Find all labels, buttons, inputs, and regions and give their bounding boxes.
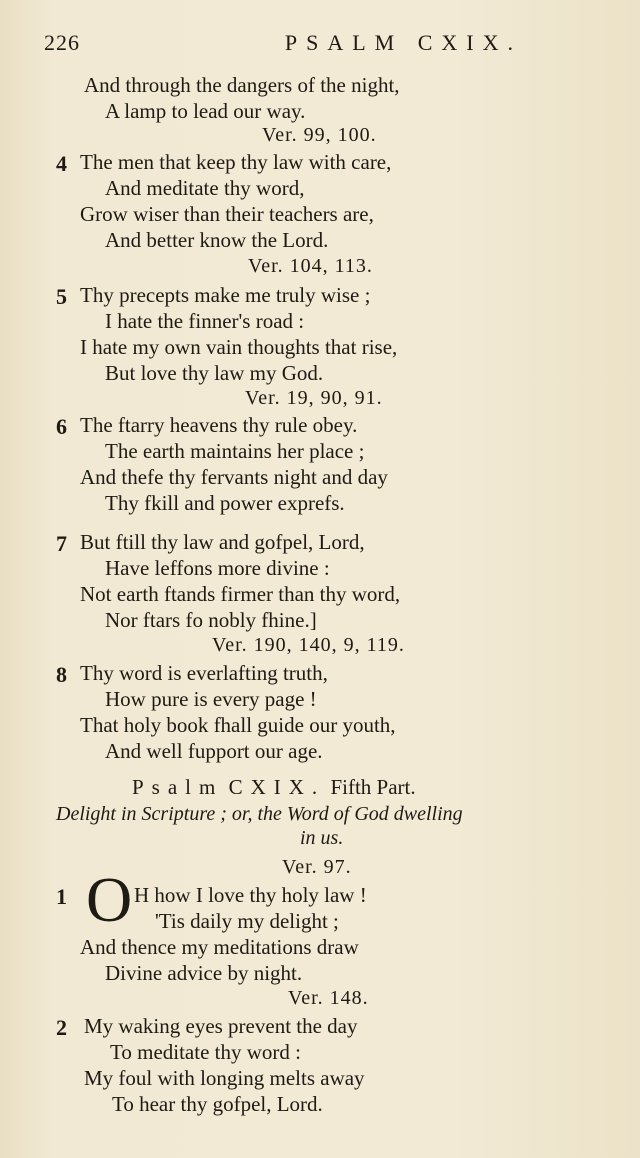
verse-line: And meditate thy word,	[105, 176, 305, 200]
verse-line: And well fupport our age.	[105, 739, 323, 763]
verse-line: To hear thy gofpel, Lord.	[112, 1092, 323, 1116]
verse-line: The men that keep thy law with care,	[80, 150, 392, 174]
verse-line: Thy word is everlafting truth,	[80, 661, 328, 685]
verse-line: Nor ftars fo nobly fhine.]	[105, 608, 317, 632]
part-subtitle-continued: in us.	[300, 827, 344, 849]
verse-line: My foul with longing melts away	[84, 1066, 365, 1090]
verse-reference: Ver. 99, 100.	[262, 124, 377, 146]
part-heading-part: Fifth Part.	[330, 775, 416, 799]
verse-line: That holy book fhall guide our youth,	[80, 713, 396, 737]
page-header	[44, 30, 522, 64]
verse-line: Grow wiser than their teachers are,	[80, 202, 374, 226]
verse-line: And through the dangers of the night,	[84, 73, 400, 97]
part-heading-number: CXIX.	[228, 775, 326, 799]
page-number: 226	[44, 30, 80, 55]
verse-line: Not earth ftands firmer than thy word,	[80, 582, 401, 606]
verse-line: But ftill thy law and gofpel, Lord,	[80, 530, 365, 554]
verse-line: And thence my meditations draw	[80, 935, 359, 959]
verse-line: The ftarry heavens thy rule obey.	[80, 413, 358, 437]
running-title: PSALM CXIX.	[284, 30, 522, 55]
verse-reference: Ver. 190, 140, 9, 119.	[212, 634, 405, 656]
verse-reference: Ver. 97.	[282, 856, 352, 878]
stanza-number: 6	[56, 414, 67, 439]
verse-line: How pure is every page !	[105, 687, 317, 711]
stanza-number: 1	[56, 884, 67, 909]
part-heading-psalm: Psalm	[132, 775, 224, 799]
verse-line: Thy fkill and power exprefs.	[105, 491, 345, 515]
verse-line: I hate the finner's road :	[105, 309, 305, 333]
stanza-number: 5	[56, 284, 67, 309]
verse-line: Have leffons more divine :	[105, 556, 330, 580]
stanza-number: 8	[56, 662, 67, 687]
verse-line: But love thy law my God.	[105, 361, 324, 385]
stanza-number: 7	[56, 531, 67, 556]
verse-line: The earth maintains her place ;	[105, 439, 365, 463]
verse-reference: Ver. 104, 113.	[248, 255, 373, 277]
verse-line: H how I love thy holy law !	[134, 883, 367, 907]
verse-line: 'Tis daily my delight ;	[155, 909, 339, 933]
verse-line: My waking eyes prevent the day	[84, 1014, 358, 1038]
drop-cap: O	[86, 864, 133, 935]
verse-line: I hate my own vain thoughts that rise,	[80, 335, 398, 359]
verse-reference: Ver. 19, 90, 91.	[245, 387, 383, 409]
verse-line: And better know the Lord.	[105, 228, 329, 252]
verse-line: To meditate thy word :	[110, 1040, 301, 1064]
stanza-number: 2	[56, 1015, 67, 1040]
part-subtitle: Delight in Scripture ; or, the Word of God dwelling	[56, 803, 463, 825]
verse-line: A lamp to lead our way.	[105, 99, 306, 123]
verse-line: Divine advice by night.	[105, 961, 303, 985]
verse-reference: Ver. 148.	[288, 987, 369, 1009]
verse-line: Thy precepts make me truly wise ;	[80, 283, 371, 307]
verse-line: And thefe thy fervants night and day	[80, 465, 388, 489]
part-heading	[132, 775, 416, 800]
stanza-number: 4	[56, 151, 67, 176]
